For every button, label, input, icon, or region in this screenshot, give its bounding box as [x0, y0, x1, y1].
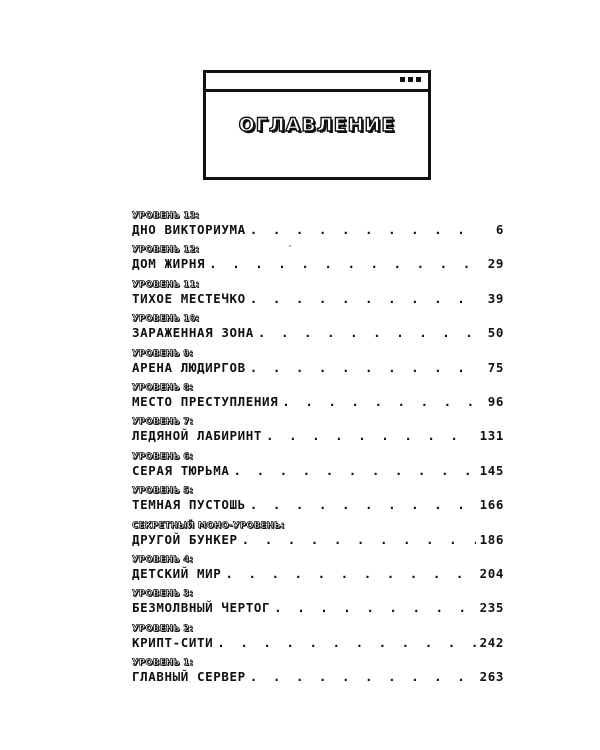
- toc-chapter-name: ДРУГОЙ БУНКЕР: [132, 531, 238, 547]
- toc-entry[interactable]: [132, 244, 504, 278]
- toc-page-number: 50: [487, 325, 504, 341]
- toc-chapter-name: БЕЗМОЛВНЫЙ ЧЕРТОГ: [132, 600, 271, 616]
- toc-chapter-name: АРЕНА ЛЮДИРГОВ: [132, 359, 246, 375]
- toc-chapter-name: МЕСТО ПРЕСТУПЛЕНИЯ: [132, 393, 279, 409]
- dot-leader: [209, 256, 478, 272]
- toc-chapter-name: ЗАРАЖЕННАЯ ЗОНА: [132, 325, 254, 341]
- window-controls-icon: [400, 77, 421, 82]
- dot-leader: [282, 394, 478, 410]
- toc-entry[interactable]: [132, 210, 504, 244]
- dot-leader: [250, 669, 476, 685]
- toc-level: УРОВЕНЬ 3:: [132, 589, 194, 600]
- toc-level: УРОВЕНЬ 9:: [132, 348, 194, 359]
- toc-level: УРОВЕНЬ 10:: [132, 314, 200, 325]
- toc-level: УРОВЕНЬ 7:: [132, 417, 194, 428]
- toc-entry[interactable]: [132, 554, 504, 588]
- toc-page-number: 166: [479, 497, 504, 513]
- toc-entry[interactable]: [132, 657, 504, 691]
- toc-entry[interactable]: [132, 279, 504, 313]
- toc-chapter-name: ГЛАВНЫЙ СЕРВЕР: [132, 669, 246, 685]
- toc-page-number: 131: [479, 428, 504, 444]
- toc-level: УРОВЕНЬ 11:: [132, 279, 200, 290]
- dot-leader: [258, 325, 478, 341]
- toc-level: СЕКРЕТНЫЙ МОНО-УРОВЕНЬ:: [132, 520, 285, 531]
- toc-page-number: 263: [479, 669, 504, 685]
- dot-leader: [250, 360, 478, 376]
- toc-entry[interactable]: [132, 588, 504, 622]
- toc-chapter-name: СЕРАЯ ТЮРЬМА: [132, 462, 230, 478]
- toc-page-number: 145: [479, 462, 504, 478]
- toc-page-number: 6: [495, 222, 504, 237]
- table-of-contents: [132, 210, 504, 691]
- dot-leader: [250, 291, 478, 307]
- dot-leader: [266, 428, 476, 444]
- toc-level: УРОВЕНЬ 5:: [132, 486, 194, 497]
- page-title: ОГЛАВЛЕНИЕ: [238, 114, 396, 136]
- toc-entry[interactable]: [132, 520, 504, 554]
- toc-level: УРОВЕНЬ 6:: [132, 451, 194, 462]
- toc-page-number: 39: [487, 290, 504, 306]
- dot-leader: [225, 566, 475, 582]
- dot-leader: [250, 497, 476, 513]
- dot-leader: [234, 463, 476, 479]
- dot-leader: [242, 532, 476, 548]
- toc-chapter-name: ТЕМНАЯ ПУСТОШЬ: [132, 497, 246, 513]
- toc-page-number: 186: [479, 531, 504, 547]
- dot-leader: [274, 600, 475, 616]
- toc-entry[interactable]: [132, 348, 504, 382]
- toc-page-number: 75: [487, 359, 504, 375]
- toc-entry[interactable]: [132, 382, 504, 416]
- toc-level: УРОВЕНЬ 12:: [132, 245, 200, 256]
- toc-entry[interactable]: [132, 416, 504, 450]
- toc-page-number: 235: [479, 600, 504, 616]
- toc-entry[interactable]: [132, 485, 504, 519]
- title-window: [203, 70, 431, 180]
- toc-level: УРОВЕНЬ 4:: [132, 554, 194, 565]
- toc-page-number: 29: [487, 256, 504, 272]
- toc-entry[interactable]: [132, 313, 504, 347]
- toc-chapter-name: ЛЕДЯНОЙ ЛАБИРИНТ: [132, 428, 263, 444]
- toc-entry[interactable]: [132, 451, 504, 485]
- dot-leader: [250, 222, 478, 238]
- toc-level: УРОВЕНЬ 1:: [132, 658, 194, 669]
- toc-chapter-name: ДНО ВИКТОРИУМА: [132, 222, 246, 237]
- toc-chapter-name: КРИПТ-СИТИ: [132, 634, 214, 650]
- toc-chapter-name: ДОМ ЖИРНЯ: [132, 256, 206, 272]
- dot-leader: [217, 635, 475, 651]
- toc-page-number: 96: [487, 393, 504, 409]
- toc-chapter-name: ДЕТСКИЙ МИР: [132, 565, 222, 581]
- toc-chapter-name: ТИХОЕ МЕСТЕЧКО: [132, 290, 246, 306]
- title-bar: [206, 73, 428, 92]
- toc-page-number: 242: [479, 634, 504, 650]
- toc-entry[interactable]: [132, 623, 504, 657]
- toc-level: УРОВЕНЬ 8:: [132, 382, 194, 393]
- toc-level: УРОВЕНЬ 2:: [132, 623, 194, 634]
- toc-level: УРОВЕНЬ 13:: [132, 211, 200, 221]
- toc-page-number: 204: [479, 565, 504, 581]
